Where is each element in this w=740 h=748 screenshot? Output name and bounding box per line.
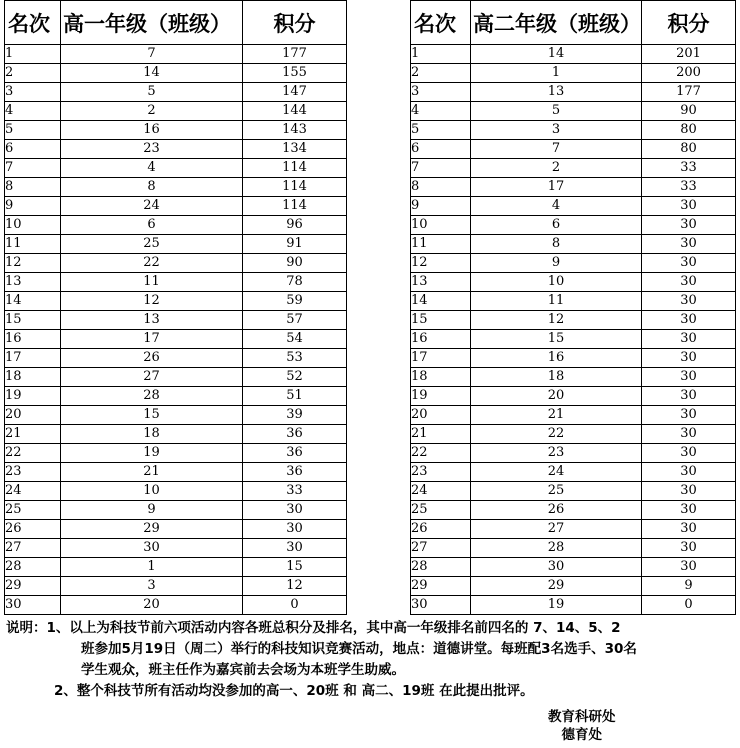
table-row (5, 83, 347, 102)
rank-cell: 1 (411, 45, 471, 64)
table-row (411, 425, 736, 444)
table-row (5, 121, 347, 140)
score-cell: 0 (642, 596, 736, 615)
header-row (411, 1, 736, 45)
class-cell: 21 (471, 406, 642, 425)
class-cell: 7 (61, 45, 243, 64)
rank-cell: 13 (5, 273, 61, 292)
class-header: 高一年级（班级） (61, 1, 243, 45)
table-row (411, 520, 736, 539)
rank-cell: 26 (5, 520, 61, 539)
rank-cell: 9 (411, 197, 471, 216)
class-cell: 15 (471, 330, 642, 349)
class-cell: 4 (471, 197, 642, 216)
table-row (411, 64, 736, 83)
class-cell: 2 (61, 102, 243, 121)
score-cell: 30 (642, 425, 736, 444)
rank-cell: 9 (5, 197, 61, 216)
score-cell: 30 (642, 311, 736, 330)
class-cell: 23 (471, 444, 642, 463)
score-cell: 177 (243, 45, 347, 64)
table-row (5, 406, 347, 425)
score-cell: 78 (243, 273, 347, 292)
score-cell: 9 (642, 577, 736, 596)
rank-cell: 11 (5, 235, 61, 254)
class-cell: 27 (61, 368, 243, 387)
table-row (411, 292, 736, 311)
class-cell: 4 (61, 159, 243, 178)
score-cell: 155 (243, 64, 347, 83)
class-cell: 13 (471, 83, 642, 102)
score-cell: 30 (642, 292, 736, 311)
class-cell: 24 (471, 463, 642, 482)
score-cell: 90 (642, 102, 736, 121)
rank-cell: 18 (411, 368, 471, 387)
table-row (411, 254, 736, 273)
class-cell: 18 (471, 368, 642, 387)
class-cell: 26 (61, 349, 243, 368)
rank-cell: 4 (5, 102, 61, 121)
table-row (5, 273, 347, 292)
score-cell: 57 (243, 311, 347, 330)
rank-cell: 6 (5, 140, 61, 159)
score-cell: 80 (642, 121, 736, 140)
table-row (411, 558, 736, 577)
table-row (5, 368, 347, 387)
class-cell: 29 (61, 520, 243, 539)
table-row (411, 577, 736, 596)
score-cell: 30 (243, 501, 347, 520)
rank-cell: 14 (411, 292, 471, 311)
table-row (411, 121, 736, 140)
table-row (411, 311, 736, 330)
table-row (411, 501, 736, 520)
score-header: 积分 (243, 1, 347, 45)
table-row (411, 596, 736, 615)
class-cell: 11 (61, 273, 243, 292)
rank-cell: 25 (5, 501, 61, 520)
table-row (5, 463, 347, 482)
table-row (5, 539, 347, 558)
score-cell: 15 (243, 558, 347, 577)
class-cell: 5 (471, 102, 642, 121)
rank-cell: 28 (5, 558, 61, 577)
rank-cell: 3 (5, 83, 61, 102)
class-cell: 6 (471, 216, 642, 235)
table-row (411, 102, 736, 121)
class-cell: 19 (471, 596, 642, 615)
rank-cell: 8 (411, 178, 471, 197)
class-cell: 19 (61, 444, 243, 463)
table-row (411, 444, 736, 463)
signature-block (548, 708, 616, 744)
score-cell: 59 (243, 292, 347, 311)
rank-cell: 17 (5, 349, 61, 368)
rank-cell: 15 (5, 311, 61, 330)
class-header: 高二年级（班级） (471, 1, 642, 45)
table-row (5, 577, 347, 596)
note-line-1: 说明：1、以上为科技节前六项活动内容各班总积分及排名，其中高一年级排名前四名的 7、14、5、2 (6, 620, 621, 636)
table-row (411, 159, 736, 178)
class-cell: 11 (471, 292, 642, 311)
class-cell: 10 (61, 482, 243, 501)
score-cell: 30 (642, 444, 736, 463)
class-cell: 27 (471, 520, 642, 539)
table-row (5, 159, 347, 178)
rank-cell: 5 (411, 121, 471, 140)
rank-cell: 27 (5, 539, 61, 558)
rank-cell: 30 (5, 596, 61, 615)
score-cell: 30 (642, 216, 736, 235)
rank-cell: 6 (411, 140, 471, 159)
rank-cell: 23 (5, 463, 61, 482)
class-cell: 9 (61, 501, 243, 520)
table-row (5, 235, 347, 254)
class-cell: 15 (61, 406, 243, 425)
score-cell: 30 (642, 330, 736, 349)
note-line-4: 2、整个科技节所有活动均没参加的高一、20班 和 高二、19班 在此提出批评。 (54, 683, 534, 699)
score-cell: 39 (243, 406, 347, 425)
score-cell: 36 (243, 425, 347, 444)
rank-cell: 13 (411, 273, 471, 292)
table-row (5, 197, 347, 216)
rank-header: 名次 (411, 1, 471, 45)
rank-cell: 28 (411, 558, 471, 577)
class-cell: 13 (61, 311, 243, 330)
table-row (5, 311, 347, 330)
table-row (5, 482, 347, 501)
rank-cell: 22 (5, 444, 61, 463)
rank-cell: 16 (411, 330, 471, 349)
class-cell: 1 (61, 558, 243, 577)
class-cell: 14 (471, 45, 642, 64)
table-row (411, 216, 736, 235)
class-cell: 20 (471, 387, 642, 406)
score-cell: 114 (243, 178, 347, 197)
class-cell: 8 (471, 235, 642, 254)
class-cell: 12 (61, 292, 243, 311)
class-cell: 24 (61, 197, 243, 216)
rank-cell: 4 (411, 102, 471, 121)
class-cell: 29 (471, 577, 642, 596)
rank-cell: 10 (5, 216, 61, 235)
rank-cell: 11 (411, 235, 471, 254)
table-row (5, 444, 347, 463)
class-cell: 28 (471, 539, 642, 558)
score-cell: 30 (642, 558, 736, 577)
rank-cell: 16 (5, 330, 61, 349)
rank-cell: 1 (5, 45, 61, 64)
table-row (5, 501, 347, 520)
rank-cell: 18 (5, 368, 61, 387)
class-cell: 8 (61, 178, 243, 197)
score-cell: 51 (243, 387, 347, 406)
score-cell: 30 (642, 273, 736, 292)
score-cell: 30 (642, 197, 736, 216)
score-cell: 30 (642, 539, 736, 558)
score-cell: 33 (243, 482, 347, 501)
class-cell: 14 (61, 64, 243, 83)
score-header: 积分 (642, 1, 736, 45)
table-row (411, 197, 736, 216)
table-row (411, 83, 736, 102)
rank-cell: 2 (411, 64, 471, 83)
class-cell: 22 (61, 254, 243, 273)
table-row (5, 596, 347, 615)
table-row (5, 45, 347, 64)
score-cell: 30 (642, 463, 736, 482)
table-row (411, 368, 736, 387)
class-cell: 1 (471, 64, 642, 83)
table-row (5, 178, 347, 197)
rank-cell: 26 (411, 520, 471, 539)
table-row (5, 330, 347, 349)
class-cell: 30 (471, 558, 642, 577)
score-cell: 36 (243, 463, 347, 482)
grade1-ranking-table (4, 0, 347, 615)
table-row (411, 406, 736, 425)
table-row (411, 273, 736, 292)
table-row (5, 387, 347, 406)
table-row (5, 292, 347, 311)
rank-cell: 19 (411, 387, 471, 406)
rank-cell: 30 (411, 596, 471, 615)
class-cell: 2 (471, 159, 642, 178)
class-cell: 3 (471, 121, 642, 140)
grade2-ranking-table (410, 0, 736, 615)
signature-dept-research: 教育科研处 (548, 709, 616, 725)
rank-cell: 12 (411, 254, 471, 273)
table-row (411, 45, 736, 64)
score-cell: 30 (243, 520, 347, 539)
rank-cell: 24 (5, 482, 61, 501)
score-cell: 114 (243, 159, 347, 178)
rank-cell: 21 (411, 425, 471, 444)
note-line-2: 班参加5月19日（周二）举行的科技知识竞赛活动，地点：道德讲堂。每班配3名选手、30名 (81, 641, 637, 657)
rank-cell: 29 (5, 577, 61, 596)
score-cell: 12 (243, 577, 347, 596)
note-line-3: 学生观众，班主任作为嘉宾前去会场为本班学生助威。 (81, 662, 405, 678)
rank-cell: 12 (5, 254, 61, 273)
rank-cell: 8 (5, 178, 61, 197)
rank-cell: 10 (411, 216, 471, 235)
class-cell: 28 (61, 387, 243, 406)
header-row (5, 1, 347, 45)
table-row (5, 102, 347, 121)
class-cell: 9 (471, 254, 642, 273)
rank-cell: 20 (5, 406, 61, 425)
rank-cell: 22 (411, 444, 471, 463)
score-cell: 30 (642, 482, 736, 501)
rank-cell: 21 (5, 425, 61, 444)
table-row (411, 482, 736, 501)
score-cell: 147 (243, 83, 347, 102)
table-row (411, 387, 736, 406)
score-cell: 30 (642, 520, 736, 539)
score-cell: 30 (642, 254, 736, 273)
rank-cell: 23 (411, 463, 471, 482)
table-row (5, 254, 347, 273)
score-cell: 30 (642, 387, 736, 406)
class-cell: 6 (61, 216, 243, 235)
score-cell: 36 (243, 444, 347, 463)
score-cell: 177 (642, 83, 736, 102)
rank-cell: 7 (5, 159, 61, 178)
score-cell: 30 (642, 501, 736, 520)
table-row (411, 349, 736, 368)
score-cell: 200 (642, 64, 736, 83)
score-cell: 134 (243, 140, 347, 159)
class-cell: 30 (61, 539, 243, 558)
table-row (411, 235, 736, 254)
class-cell: 21 (61, 463, 243, 482)
rank-cell: 2 (5, 64, 61, 83)
table-row (5, 216, 347, 235)
score-cell: 201 (642, 45, 736, 64)
class-cell: 26 (471, 501, 642, 520)
rank-cell: 24 (411, 482, 471, 501)
class-cell: 5 (61, 83, 243, 102)
table-row (411, 140, 736, 159)
score-cell: 0 (243, 596, 347, 615)
score-cell: 80 (642, 140, 736, 159)
class-cell: 17 (61, 330, 243, 349)
rank-cell: 5 (5, 121, 61, 140)
table-row (411, 330, 736, 349)
score-cell: 30 (642, 349, 736, 368)
table-row (5, 64, 347, 83)
score-cell: 33 (642, 178, 736, 197)
rank-cell: 19 (5, 387, 61, 406)
score-cell: 114 (243, 197, 347, 216)
score-cell: 96 (243, 216, 347, 235)
table-row (5, 558, 347, 577)
class-cell: 16 (471, 349, 642, 368)
table-row (411, 178, 736, 197)
class-cell: 23 (61, 140, 243, 159)
class-cell: 7 (471, 140, 642, 159)
rank-cell: 17 (411, 349, 471, 368)
table-row (411, 463, 736, 482)
table-row (411, 539, 736, 558)
signature-dept-moral: 德育处 (561, 727, 602, 743)
table-row (5, 520, 347, 539)
score-cell: 144 (243, 102, 347, 121)
score-cell: 30 (642, 368, 736, 387)
score-cell: 30 (642, 235, 736, 254)
score-cell: 91 (243, 235, 347, 254)
score-cell: 52 (243, 368, 347, 387)
class-cell: 16 (61, 121, 243, 140)
class-cell: 22 (471, 425, 642, 444)
table-row (5, 349, 347, 368)
class-cell: 10 (471, 273, 642, 292)
rank-header: 名次 (5, 1, 61, 45)
class-cell: 17 (471, 178, 642, 197)
rank-cell: 27 (411, 539, 471, 558)
score-cell: 54 (243, 330, 347, 349)
class-cell: 25 (471, 482, 642, 501)
score-cell: 33 (642, 159, 736, 178)
rank-cell: 3 (411, 83, 471, 102)
score-cell: 90 (243, 254, 347, 273)
rank-cell: 15 (411, 311, 471, 330)
table-row (5, 140, 347, 159)
class-cell: 25 (61, 235, 243, 254)
class-cell: 3 (61, 577, 243, 596)
score-cell: 30 (243, 539, 347, 558)
rank-cell: 7 (411, 159, 471, 178)
rank-cell: 20 (411, 406, 471, 425)
score-cell: 30 (642, 406, 736, 425)
score-cell: 53 (243, 349, 347, 368)
table-row (5, 425, 347, 444)
class-cell: 20 (61, 596, 243, 615)
rank-cell: 25 (411, 501, 471, 520)
class-cell: 18 (61, 425, 243, 444)
class-cell: 12 (471, 311, 642, 330)
rank-cell: 14 (5, 292, 61, 311)
rank-cell: 29 (411, 577, 471, 596)
score-cell: 143 (243, 121, 347, 140)
